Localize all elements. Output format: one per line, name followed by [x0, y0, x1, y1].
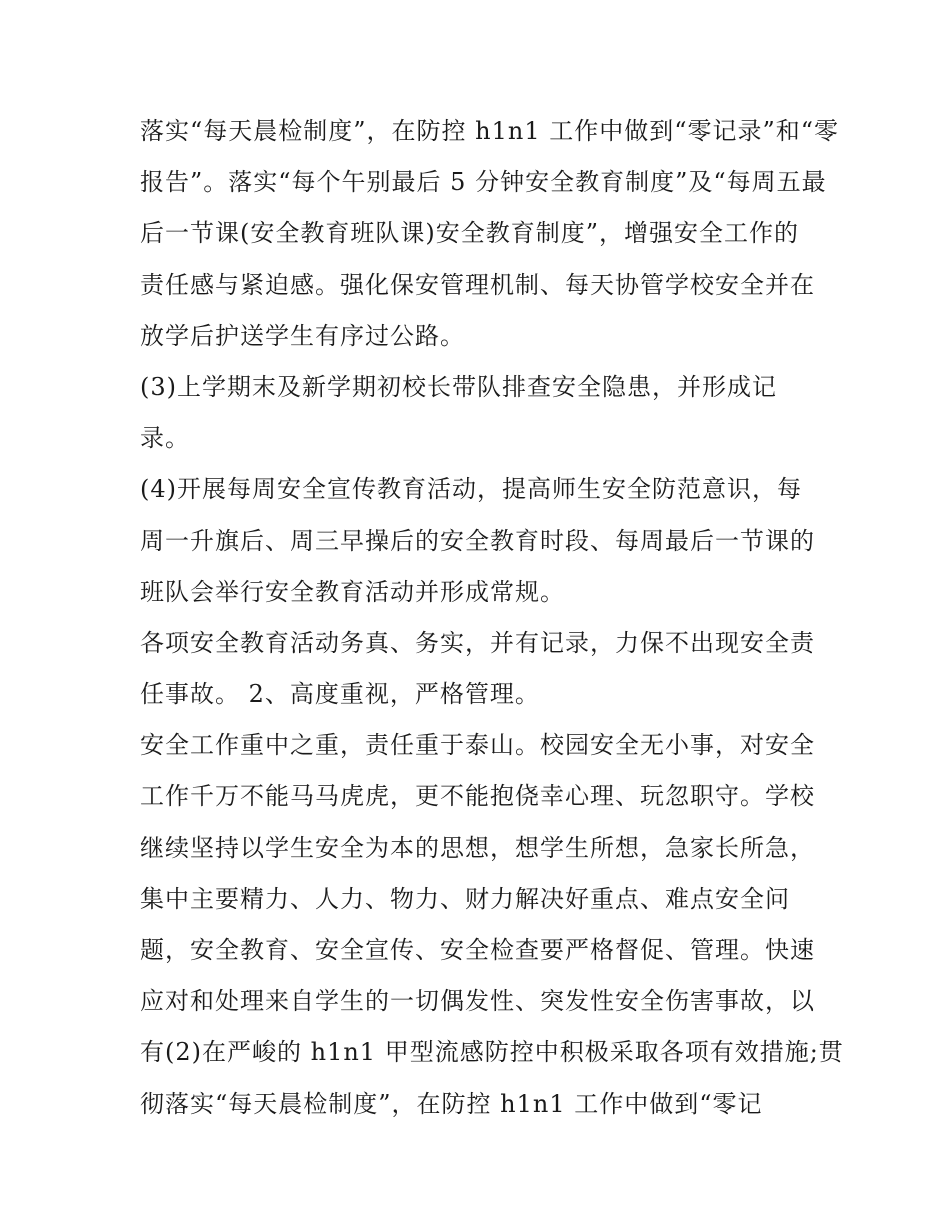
text-line: 彻落实“每天晨检制度”，在防控 h1n1 工作中做到“零记 — [140, 1089, 763, 1118]
text-line: 安全工作重中之重，责任重于泰山。校园安全无小事，对安全 — [140, 731, 815, 760]
text-line: 放学后护送学生有序过公路。 — [140, 321, 465, 350]
text-line: 报告”。落实“每个午别最后 5 分钟安全教育制度”及“每周五最 — [140, 168, 827, 197]
text-line: 班队会举行安全教育活动并形成常规。 — [140, 577, 565, 606]
text-line: 工作千万不能马马虎虎，更不能抱侥幸心理、玩忽职守。学校 — [140, 782, 815, 811]
text-line: 有(2)在严峻的 h1n1 甲型流感防控中积极采取各项有效措施;贯 — [140, 1038, 844, 1067]
text-line: 录。 — [140, 424, 190, 453]
text-line: 任事故。 2、高度重视，严格管理。 — [140, 680, 540, 709]
text-line: 各项安全教育活动务真、务实，并有记录，力保不出现安全责 — [140, 628, 815, 657]
text-line: (4)开展每周安全宣传教育活动，提高师生安全防范意识，每 — [140, 475, 802, 504]
text-line: 后一节课(安全教育班队课)安全教育制度”，增强安全工作的 — [140, 219, 799, 248]
text-line: 继续坚持以学生安全为本的思想，想学生所想，急家长所急， — [140, 833, 815, 862]
text-line: 应对和处理来自学生的一切偶发性、突发性安全伤害事故，以 — [140, 987, 815, 1016]
text-line: 题，安全教育、安全宣传、安全检查要严格督促、管理。快速 — [140, 936, 815, 964]
text-line: (3)上学期末及新学期初校长带队排查安全隐患，并形成记 — [140, 372, 777, 401]
text-line: 落实“每天晨检制度”，在防控 h1n1 工作中做到“零记录”和“零 — [140, 117, 840, 145]
document-body — [140, 106, 844, 1130]
text-line: 周一升旗后、周三早操后的安全教育时段、每周最后一节课的 — [140, 526, 815, 555]
text-line: 责任感与紧迫感。强化保安管理机制、每天协管学校安全并在 — [140, 270, 815, 299]
text-line: 集中主要精力、人力、物力、财力解决好重点、难点安全问 — [140, 884, 790, 913]
